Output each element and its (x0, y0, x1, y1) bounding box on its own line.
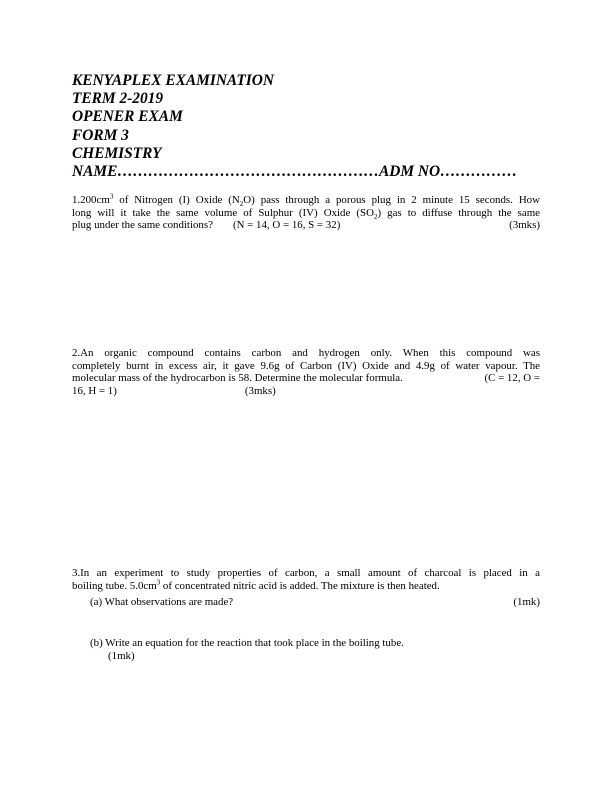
exam-form: FORM 3 (72, 126, 129, 144)
adm-label: ADM NO…………… (378, 163, 518, 181)
exam-term: TERM 2-2019 (72, 90, 164, 108)
q1-marks: (3mks) (509, 219, 540, 232)
q3-part-a (90, 596, 540, 609)
q3b-marks: (1mk) (108, 649, 135, 662)
exam-title: KENYAPLEX EXAMINATION (72, 72, 274, 89)
q1-line-3 (72, 219, 540, 232)
q1-atomic-masses: (N = 14, O = 16, S = 32) (232, 219, 341, 232)
question-2 (72, 347, 540, 397)
q2-line-1: 2.An organic compound contains carbon and hydrogen only. When this compound was (72, 347, 540, 359)
exam-subject: CHEMISTRY (72, 144, 162, 162)
q3-line-1: 3.In an experiment to study properties of carbon, a small amount of charcoal is placed in a (72, 567, 540, 579)
q2-line-2: completely burnt in excess air, it gave 9.6g of Carbon (IV) Oxide and 4.9g of water vapour. The (72, 359, 540, 372)
q2-line-3 (72, 372, 540, 385)
q1-line-1: $1.200cm^3$ of Nitrogen (I) Oxide $(N_2O)$ pass through a porous plug in 2 minute 15 seconds. How (72, 192, 540, 209)
q3a-text: (a) What observations are made? (90, 596, 234, 608)
q3-line-2: boiling tube. $5.0cm^3$ of concentrated nitric acid is added. The mixture is then heated. (72, 577, 440, 592)
q3b-text: (b) Write an equation for the reaction that took place in the boiling tube. (90, 637, 404, 649)
q2-line-4 (72, 385, 540, 398)
q1-line-2: long will it take the same volume of Sulphur (IV) Oxide $(SO_2)$ gas to diffuse through the same (72, 206, 540, 221)
q2-marks: (3mks) (244, 384, 276, 397)
q3-part-b (90, 637, 404, 662)
name-label: NAME…………………………………………… (72, 163, 379, 181)
q2-text-end: molecular mass of the hydrocarbon is 58. Determine the molecular formula. (72, 372, 403, 385)
exam-type: OPENER EXAM (72, 108, 183, 126)
q3a-marks: (1mk) (513, 596, 540, 608)
name-adm-line (72, 163, 542, 181)
question-3 (72, 567, 540, 592)
question-1 (72, 194, 540, 232)
q2-atomic-masses: (C = 12, O = (484, 372, 540, 385)
q2-atomic-masses-cont: 16, H = 1) (72, 384, 117, 397)
exam-header (72, 72, 542, 181)
q1-text-end: plug under the same conditions? (72, 219, 213, 232)
